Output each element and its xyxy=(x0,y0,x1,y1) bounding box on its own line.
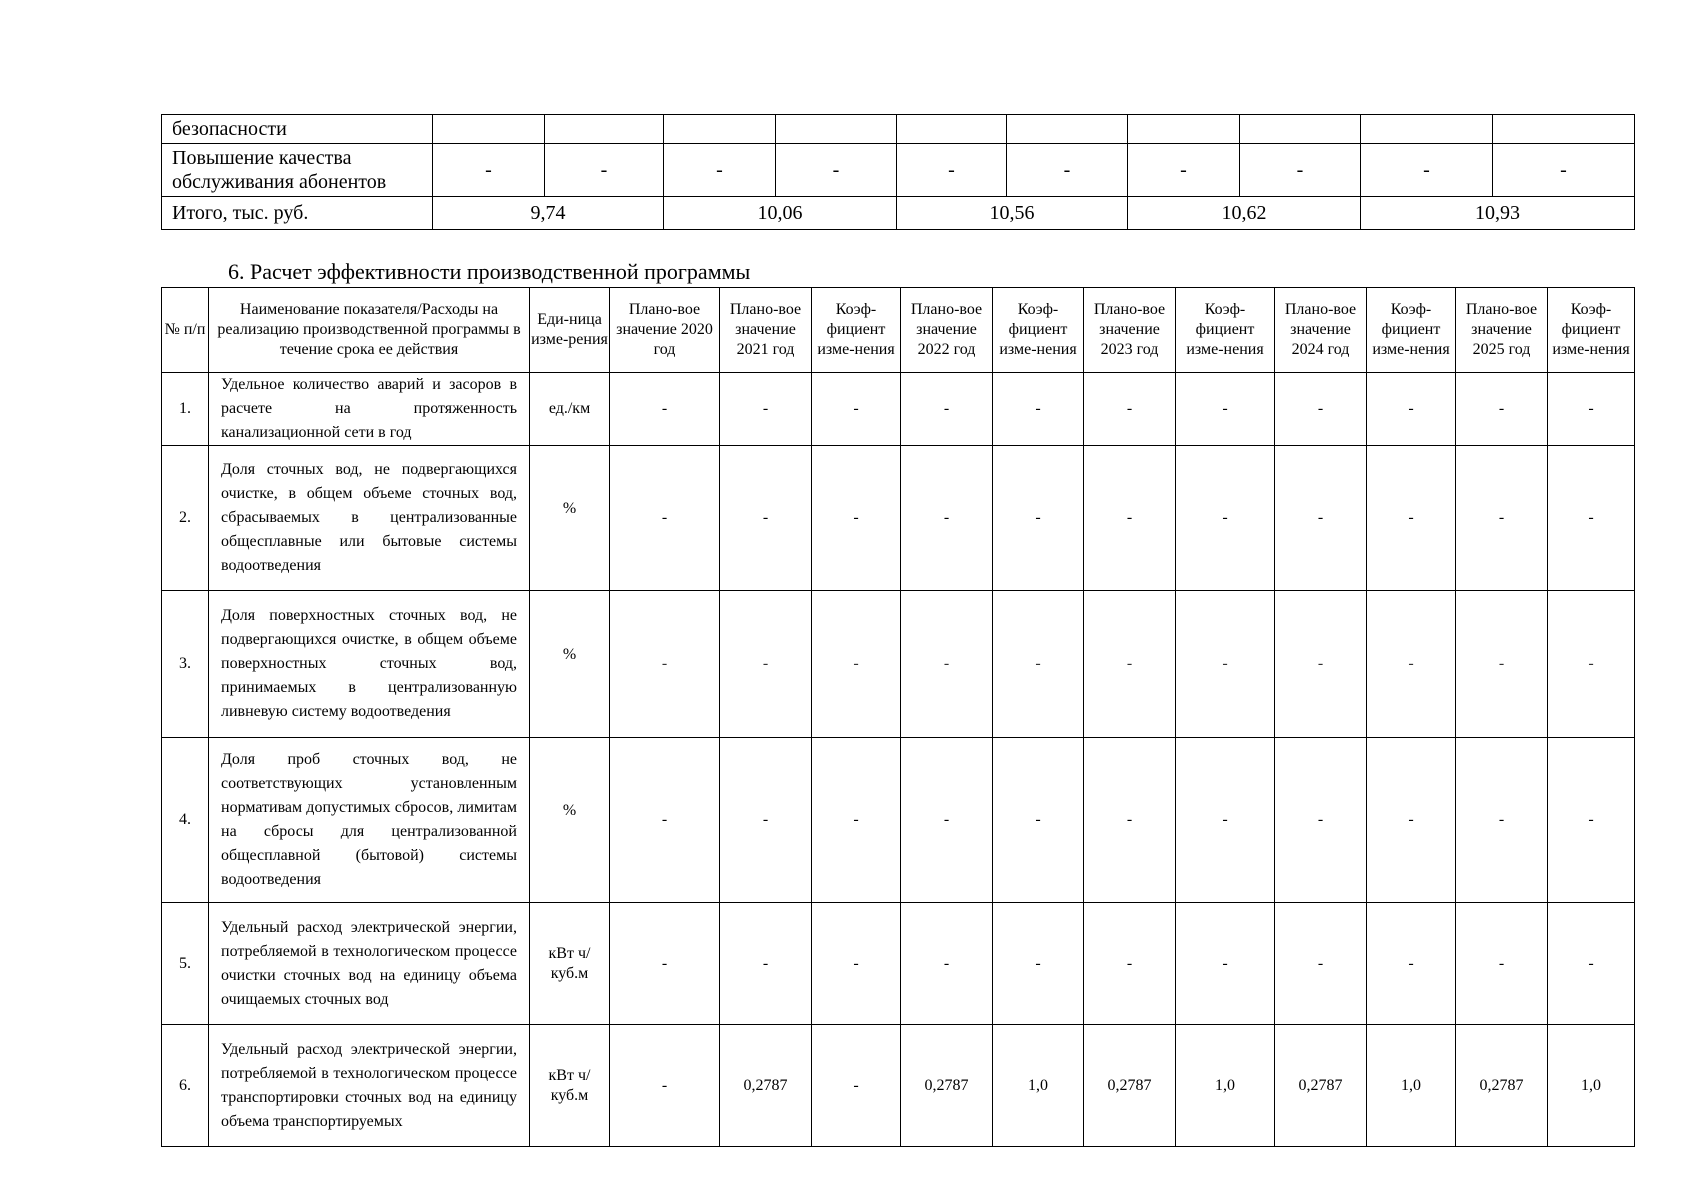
header-cell: Наименование показателя/Расходы на реализацию производственной программы в течение срока ее действия xyxy=(209,288,530,373)
value-cell: 0,2787 xyxy=(1456,1025,1548,1147)
value-cell: - xyxy=(1275,373,1367,446)
cell xyxy=(1128,115,1240,144)
value-cell: - xyxy=(993,903,1084,1025)
header-cell: Плано-вое значение 2020 год xyxy=(610,288,720,373)
value-cell: - xyxy=(720,446,812,591)
value-cell: 1,0 xyxy=(1548,1025,1635,1147)
value-cell: - xyxy=(1367,738,1456,903)
header-cell: Коэф-фициент изме-нения xyxy=(993,288,1084,373)
table-row xyxy=(162,115,1635,144)
header-cell: Коэф-фициент изме-нения xyxy=(1176,288,1275,373)
table-row xyxy=(162,591,1635,738)
row-number: 3. xyxy=(162,591,209,738)
header-cell: Плано-вое значение 2022 год xyxy=(901,288,993,373)
value-cell: - xyxy=(610,738,720,903)
value-cell: - xyxy=(812,373,901,446)
value-cell: - xyxy=(1456,591,1548,738)
value-cell: - xyxy=(720,373,812,446)
value-cell: - xyxy=(720,738,812,903)
row-label: безопасности xyxy=(162,115,433,144)
value-cell: - xyxy=(901,446,993,591)
value-cell: - xyxy=(1367,446,1456,591)
value-cell: - xyxy=(812,591,901,738)
total-value: 9,74 xyxy=(433,197,664,230)
cell xyxy=(433,115,545,144)
value-cell: - xyxy=(901,903,993,1025)
value-cell: - xyxy=(993,738,1084,903)
value-cell: - xyxy=(1548,373,1635,446)
value-cell: - xyxy=(1084,738,1176,903)
value-cell: - xyxy=(1456,738,1548,903)
indicator-name: Доля проб сточных вод, не соответствующих установленным нормативам допустимых сбросов, лимитам на сбросы для централизованной общесплавной (бытовой) системы водоотведения xyxy=(209,738,530,903)
indicator-name: Удельный расход электрической энергии, потребляемой в технологическом процессе транспортировки сточных вод на единицу объема транспортируемых xyxy=(209,1025,530,1147)
table-row xyxy=(162,446,1635,591)
value-cell: - xyxy=(901,738,993,903)
cell xyxy=(545,115,664,144)
value-cell: - xyxy=(812,1025,901,1147)
cell xyxy=(776,115,897,144)
value-cell: - xyxy=(1548,738,1635,903)
value-cell: 0,2787 xyxy=(1084,1025,1176,1147)
value-cell: - xyxy=(993,446,1084,591)
table-row xyxy=(162,373,1635,446)
value-cell: - xyxy=(812,446,901,591)
cell: - xyxy=(664,144,776,197)
header-cell: Плано-вое значение 2021 год xyxy=(720,288,812,373)
header-cell: Коэф-фициент изме-нения xyxy=(812,288,901,373)
value-cell: - xyxy=(1176,738,1275,903)
cell: - xyxy=(897,144,1007,197)
value-cell: - xyxy=(720,903,812,1025)
row-number: 4. xyxy=(162,738,209,903)
value-cell: - xyxy=(1084,373,1176,446)
table-row xyxy=(162,903,1635,1025)
value-cell: - xyxy=(1176,903,1275,1025)
row-number: 2. xyxy=(162,446,209,591)
cell xyxy=(1240,115,1361,144)
value-cell: - xyxy=(1084,446,1176,591)
cell xyxy=(1361,115,1493,144)
value-cell: - xyxy=(901,591,993,738)
cell: - xyxy=(1128,144,1240,197)
indicator-name: Доля сточных вод, не подвергающихся очистке, в общем объеме сточных вод, сбрасываемых в централизованные общесплавные или бытовые системы водоотведения xyxy=(209,446,530,591)
value-cell: 1,0 xyxy=(993,1025,1084,1147)
cell: - xyxy=(433,144,545,197)
cell xyxy=(664,115,776,144)
value-cell: - xyxy=(1275,591,1367,738)
header-cell: Коэф-фициент изме-нения xyxy=(1367,288,1456,373)
total-label: Итого, тыс. руб. xyxy=(162,197,433,230)
value-cell: 0,2787 xyxy=(901,1025,993,1147)
indicator-name: Удельный расход электрической энергии, потребляемой в технологическом процессе очистки сточных вод на единицу объема очищаемых сточных вод xyxy=(209,903,530,1025)
value-cell: - xyxy=(720,591,812,738)
row-label: Повышение качества обслуживания абонентов xyxy=(162,144,433,197)
value-cell: - xyxy=(1275,446,1367,591)
value-cell: 1,0 xyxy=(1367,1025,1456,1147)
value-cell: - xyxy=(901,373,993,446)
value-cell: - xyxy=(812,738,901,903)
row-number: 6. xyxy=(162,1025,209,1147)
header-cell: № п/п xyxy=(162,288,209,373)
value-cell: - xyxy=(1176,373,1275,446)
value-cell: 1,0 xyxy=(1176,1025,1275,1147)
header-row xyxy=(162,288,1635,373)
value-cell: 0,2787 xyxy=(720,1025,812,1147)
indicator-name: Доля поверхностных сточных вод, не подвергающихся очистке, в общем объеме поверхностных сточных вод, принимаемых в централизованную ливневую систему водоотведения xyxy=(209,591,530,738)
section-heading: 6. Расчет эффективности производственной программы xyxy=(228,259,751,284)
value-cell: - xyxy=(610,373,720,446)
unit: % xyxy=(530,591,610,738)
header-cell: Коэф-фициент изме-нения xyxy=(1548,288,1635,373)
indicator-name: Удельное количество аварий и засоров в расчете на протяженность канализационной сети в год xyxy=(209,373,530,446)
total-value: 10,56 xyxy=(897,197,1128,230)
row-number: 1. xyxy=(162,373,209,446)
value-cell: - xyxy=(1548,591,1635,738)
value-cell: - xyxy=(1456,446,1548,591)
unit: ед./км xyxy=(530,373,610,446)
value-cell: - xyxy=(1084,591,1176,738)
value-cell: - xyxy=(1548,903,1635,1025)
value-cell: - xyxy=(1367,373,1456,446)
table-row xyxy=(162,738,1635,903)
efficiency-table xyxy=(161,287,1635,1147)
unit: % xyxy=(530,738,610,903)
value-cell: - xyxy=(1367,591,1456,738)
value-cell: - xyxy=(1275,903,1367,1025)
value-cell: - xyxy=(610,591,720,738)
value-cell: - xyxy=(610,903,720,1025)
unit: кВт ч/куб.м xyxy=(530,1025,610,1147)
value-cell: - xyxy=(1275,738,1367,903)
cell: - xyxy=(1361,144,1493,197)
total-value: 10,06 xyxy=(664,197,897,230)
row-number: 5. xyxy=(162,903,209,1025)
cell xyxy=(1007,115,1128,144)
value-cell: - xyxy=(1456,903,1548,1025)
cell: - xyxy=(1007,144,1128,197)
cell: - xyxy=(1240,144,1361,197)
value-cell: - xyxy=(993,591,1084,738)
header-cell: Еди-ница изме-рения xyxy=(530,288,610,373)
value-cell: - xyxy=(1367,903,1456,1025)
total-value: 10,62 xyxy=(1128,197,1361,230)
cell xyxy=(1493,115,1635,144)
cost-table xyxy=(161,114,1635,230)
value-cell: - xyxy=(993,373,1084,446)
cell: - xyxy=(776,144,897,197)
value-cell: - xyxy=(610,446,720,591)
total-value: 10,93 xyxy=(1361,197,1635,230)
table-row xyxy=(162,1025,1635,1147)
value-cell: 0,2787 xyxy=(1275,1025,1367,1147)
cell: - xyxy=(1493,144,1635,197)
total-row xyxy=(162,197,1635,230)
value-cell: - xyxy=(1548,446,1635,591)
header-cell: Плано-вое значение 2023 год xyxy=(1084,288,1176,373)
header-cell: Плано-вое значение 2025 год xyxy=(1456,288,1548,373)
value-cell: - xyxy=(610,1025,720,1147)
header-cell: Плано-вое значение 2024 год xyxy=(1275,288,1367,373)
unit: % xyxy=(530,446,610,591)
cell xyxy=(897,115,1007,144)
value-cell: - xyxy=(1176,446,1275,591)
table-row xyxy=(162,144,1635,197)
value-cell: - xyxy=(1084,903,1176,1025)
unit: кВт ч/куб.м xyxy=(530,903,610,1025)
value-cell: - xyxy=(1176,591,1275,738)
value-cell: - xyxy=(1456,373,1548,446)
cell: - xyxy=(545,144,664,197)
value-cell: - xyxy=(812,903,901,1025)
